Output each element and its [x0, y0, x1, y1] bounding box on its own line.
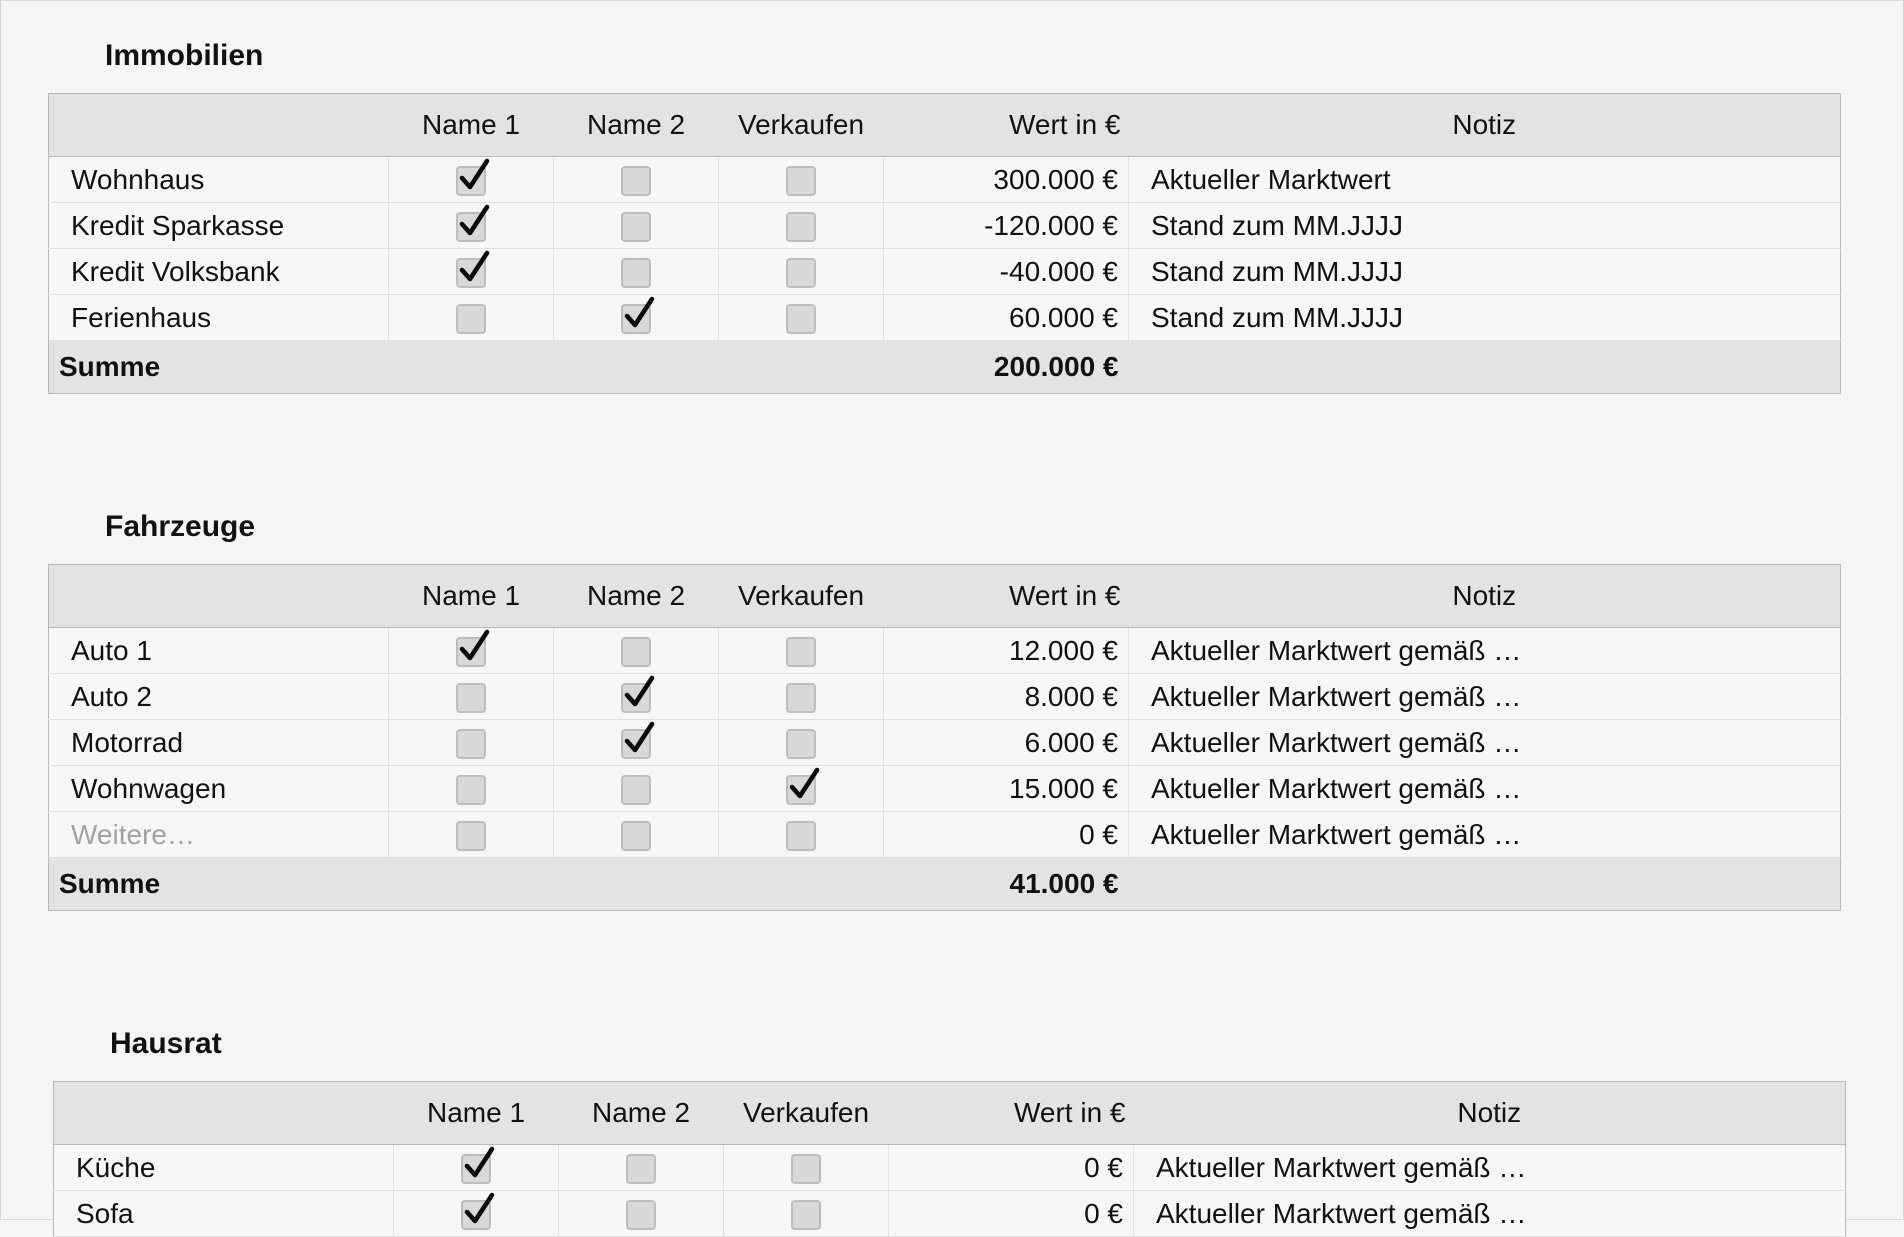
checkbox-box — [456, 683, 486, 713]
section-hausrat — [53, 1023, 1845, 1237]
table-row — [49, 720, 1841, 766]
checkbox-box — [786, 258, 816, 288]
name1-checkbox[interactable] — [456, 821, 486, 851]
header-row — [49, 565, 1841, 628]
row-label[interactable]: Küche — [54, 1145, 394, 1191]
checkbox-box — [456, 729, 486, 759]
name2-checkbox[interactable] — [621, 637, 651, 667]
cell-name2 — [554, 674, 719, 720]
table-row — [54, 1191, 1846, 1237]
cell-name2 — [554, 157, 719, 203]
table-row — [54, 1145, 1846, 1191]
checkbox-box — [626, 1200, 656, 1230]
cell-name1 — [389, 157, 554, 203]
row-note[interactable]: Stand zum MM.JJJJ — [1129, 249, 1841, 295]
row-note[interactable]: Aktueller Marktwert gemäß … — [1134, 1145, 1846, 1191]
header-blank — [49, 94, 389, 157]
cell-name1 — [389, 766, 554, 812]
header-note: Notiz — [1129, 94, 1841, 157]
section-title: Fahrzeuge — [105, 510, 256, 543]
checkbox-box — [791, 1200, 821, 1230]
section-fahrzeuge — [48, 506, 1840, 911]
sell-checkbox[interactable] — [786, 212, 816, 242]
cell-name2 — [554, 628, 719, 674]
checkbox-box — [786, 304, 816, 334]
cell-name2 — [559, 1191, 724, 1237]
section-title: Immobilien — [105, 39, 264, 72]
name1-checkbox[interactable] — [456, 775, 486, 805]
cell-sell — [719, 766, 884, 812]
table-row — [49, 628, 1841, 674]
checkbox-box — [626, 1154, 656, 1184]
checkbox-box — [786, 821, 816, 851]
sell-checkbox[interactable] — [786, 683, 816, 713]
hausrat-table — [53, 1081, 1846, 1237]
cell-name1 — [394, 1145, 559, 1191]
checkbox-box — [621, 212, 651, 242]
row-label[interactable]: Kredit Volksbank — [49, 249, 389, 295]
row-note[interactable]: Aktueller Marktwert gemäß … — [1129, 674, 1841, 720]
table-row — [49, 766, 1841, 812]
row-value[interactable]: 15.000 € — [884, 766, 1129, 812]
name2-checkbox[interactable] — [621, 821, 651, 851]
row-value[interactable]: -40.000 € — [884, 249, 1129, 295]
sum-value: 41.000 € — [884, 858, 1129, 911]
row-value[interactable]: 12.000 € — [884, 628, 1129, 674]
row-value[interactable]: 0 € — [889, 1191, 1134, 1237]
cell-sell — [719, 628, 884, 674]
sum-note-blank — [1129, 858, 1841, 911]
cell-name2 — [554, 203, 719, 249]
header-value: Wert in € — [884, 94, 1129, 157]
row-value[interactable]: 0 € — [889, 1145, 1134, 1191]
checkbox-box — [786, 212, 816, 242]
name2-checkbox[interactable] — [626, 1154, 656, 1184]
sell-checkbox[interactable] — [791, 1154, 821, 1184]
section-title: Hausrat — [110, 1027, 222, 1060]
checkbox-box — [621, 166, 651, 196]
cell-name1 — [389, 812, 554, 858]
sum-row — [49, 341, 1841, 394]
sell-checkbox[interactable] — [786, 637, 816, 667]
row-note[interactable]: Aktueller Marktwert — [1129, 157, 1841, 203]
cell-name1 — [389, 249, 554, 295]
checkmark-icon — [788, 767, 820, 801]
name1-checkbox[interactable] — [456, 637, 486, 667]
cell-name1 — [394, 1191, 559, 1237]
table-row — [49, 812, 1841, 858]
checkmark-icon — [623, 721, 655, 755]
checkbox-box — [786, 637, 816, 667]
name1-checkbox[interactable] — [456, 683, 486, 713]
row-label[interactable]: Auto 2 — [49, 674, 389, 720]
cell-sell — [724, 1191, 889, 1237]
row-note[interactable]: Stand zum MM.JJJJ — [1129, 203, 1841, 249]
cell-name1 — [389, 203, 554, 249]
checkbox-box — [456, 304, 486, 334]
header-row — [54, 1082, 1846, 1145]
header-blank — [49, 565, 389, 628]
checkbox-box — [621, 637, 651, 667]
header-note: Notiz — [1129, 565, 1841, 628]
table-row — [49, 157, 1841, 203]
row-note[interactable]: Aktueller Marktwert gemäß … — [1129, 812, 1841, 858]
cell-name1 — [389, 628, 554, 674]
table-row — [49, 674, 1841, 720]
header-name1: Name 1 — [389, 94, 554, 157]
sum-label: Summe — [49, 858, 884, 911]
header-sell: Verkaufen — [719, 94, 884, 157]
cell-sell — [719, 674, 884, 720]
cell-sell — [719, 249, 884, 295]
section-immobilien — [48, 35, 1840, 394]
row-label[interactable]: Sofa — [54, 1191, 394, 1237]
name2-checkbox[interactable] — [621, 212, 651, 242]
row-note[interactable]: Aktueller Marktwert gemäß … — [1129, 720, 1841, 766]
cell-name2 — [554, 720, 719, 766]
header-name2: Name 2 — [554, 94, 719, 157]
checkbox-box — [621, 775, 651, 805]
row-value[interactable]: 6.000 € — [884, 720, 1129, 766]
name2-checkbox[interactable] — [621, 729, 651, 759]
cell-sell — [719, 157, 884, 203]
row-note[interactable]: Aktueller Marktwert gemäß … — [1129, 766, 1841, 812]
cell-sell — [719, 720, 884, 766]
cell-sell — [724, 1145, 889, 1191]
header-name2: Name 2 — [559, 1082, 724, 1145]
checkbox-box — [456, 821, 486, 851]
header-value: Wert in € — [884, 565, 1129, 628]
row-value[interactable]: 60.000 € — [884, 295, 1129, 341]
name2-checkbox[interactable] — [621, 683, 651, 713]
row-note[interactable]: Aktueller Marktwert gemäß … — [1129, 628, 1841, 674]
checkmark-icon — [623, 296, 655, 330]
checkmark-icon — [458, 158, 490, 192]
cell-name1 — [389, 674, 554, 720]
cell-sell — [719, 203, 884, 249]
name1-checkbox[interactable] — [456, 212, 486, 242]
name1-checkbox[interactable] — [461, 1154, 491, 1184]
row-label[interactable]: Wohnhaus — [49, 157, 389, 203]
checkbox-box — [621, 821, 651, 851]
table-row — [49, 295, 1841, 341]
row-value[interactable]: 300.000 € — [884, 157, 1129, 203]
header-sell: Verkaufen — [724, 1082, 889, 1145]
header-name2: Name 2 — [554, 565, 719, 628]
checkbox-box — [786, 166, 816, 196]
header-blank — [54, 1082, 394, 1145]
sell-checkbox[interactable] — [786, 729, 816, 759]
row-note[interactable]: Aktueller Marktwert gemäß … — [1134, 1191, 1846, 1237]
checkbox-box — [621, 258, 651, 288]
cell-name1 — [389, 720, 554, 766]
checkmark-icon — [458, 204, 490, 238]
immobilien-table — [48, 93, 1841, 394]
sell-checkbox[interactable] — [786, 775, 816, 805]
header-sell: Verkaufen — [719, 565, 884, 628]
sell-checkbox[interactable] — [791, 1200, 821, 1230]
sell-checkbox[interactable] — [786, 304, 816, 334]
sum-label: Summe — [49, 341, 884, 394]
cell-name2 — [554, 249, 719, 295]
row-value[interactable]: 8.000 € — [884, 674, 1129, 720]
sum-note-blank — [1129, 341, 1841, 394]
checkbox-box — [456, 775, 486, 805]
cell-name2 — [554, 766, 719, 812]
cell-name1 — [389, 295, 554, 341]
row-label[interactable]: Auto 1 — [49, 628, 389, 674]
header-value: Wert in € — [889, 1082, 1134, 1145]
row-value[interactable]: -120.000 € — [884, 203, 1129, 249]
name2-checkbox[interactable] — [621, 304, 651, 334]
checkmark-icon — [623, 675, 655, 709]
cell-name2 — [559, 1145, 724, 1191]
checkbox-box — [786, 729, 816, 759]
name1-checkbox[interactable] — [461, 1200, 491, 1230]
header-row — [49, 94, 1841, 157]
sum-value: 200.000 € — [884, 341, 1129, 394]
row-label[interactable]: Wohnwagen — [49, 766, 389, 812]
cell-sell — [719, 812, 884, 858]
cell-name2 — [554, 812, 719, 858]
name1-checkbox[interactable] — [456, 258, 486, 288]
header-name1: Name 1 — [394, 1082, 559, 1145]
table-row — [49, 203, 1841, 249]
name2-checkbox[interactable] — [621, 258, 651, 288]
row-value[interactable]: 0 € — [884, 812, 1129, 858]
row-label[interactable]: Kredit Sparkasse — [49, 203, 389, 249]
cell-sell — [719, 295, 884, 341]
name2-checkbox[interactable] — [621, 775, 651, 805]
name1-checkbox[interactable] — [456, 729, 486, 759]
row-label[interactable]: Motorrad — [49, 720, 389, 766]
checkmark-icon — [463, 1192, 495, 1226]
name2-checkbox[interactable] — [621, 166, 651, 196]
row-note[interactable]: Stand zum MM.JJJJ — [1129, 295, 1841, 341]
checkbox-box — [786, 683, 816, 713]
header-note: Notiz — [1134, 1082, 1846, 1145]
cell-name2 — [554, 295, 719, 341]
sell-checkbox[interactable] — [786, 821, 816, 851]
row-label[interactable]: Ferienhaus — [49, 295, 389, 341]
name1-checkbox[interactable] — [456, 166, 486, 196]
row-label[interactable]: Weitere… — [49, 812, 389, 858]
name1-checkbox[interactable] — [456, 304, 486, 334]
name2-checkbox[interactable] — [626, 1200, 656, 1230]
table-row — [49, 249, 1841, 295]
fahrzeuge-table — [48, 564, 1841, 911]
sell-checkbox[interactable] — [786, 258, 816, 288]
checkbox-box — [791, 1154, 821, 1184]
checkmark-icon — [463, 1146, 495, 1180]
checkmark-icon — [458, 629, 490, 663]
sell-checkbox[interactable] — [786, 166, 816, 196]
header-name1: Name 1 — [389, 565, 554, 628]
checkmark-icon — [458, 250, 490, 284]
sum-row — [49, 858, 1841, 911]
